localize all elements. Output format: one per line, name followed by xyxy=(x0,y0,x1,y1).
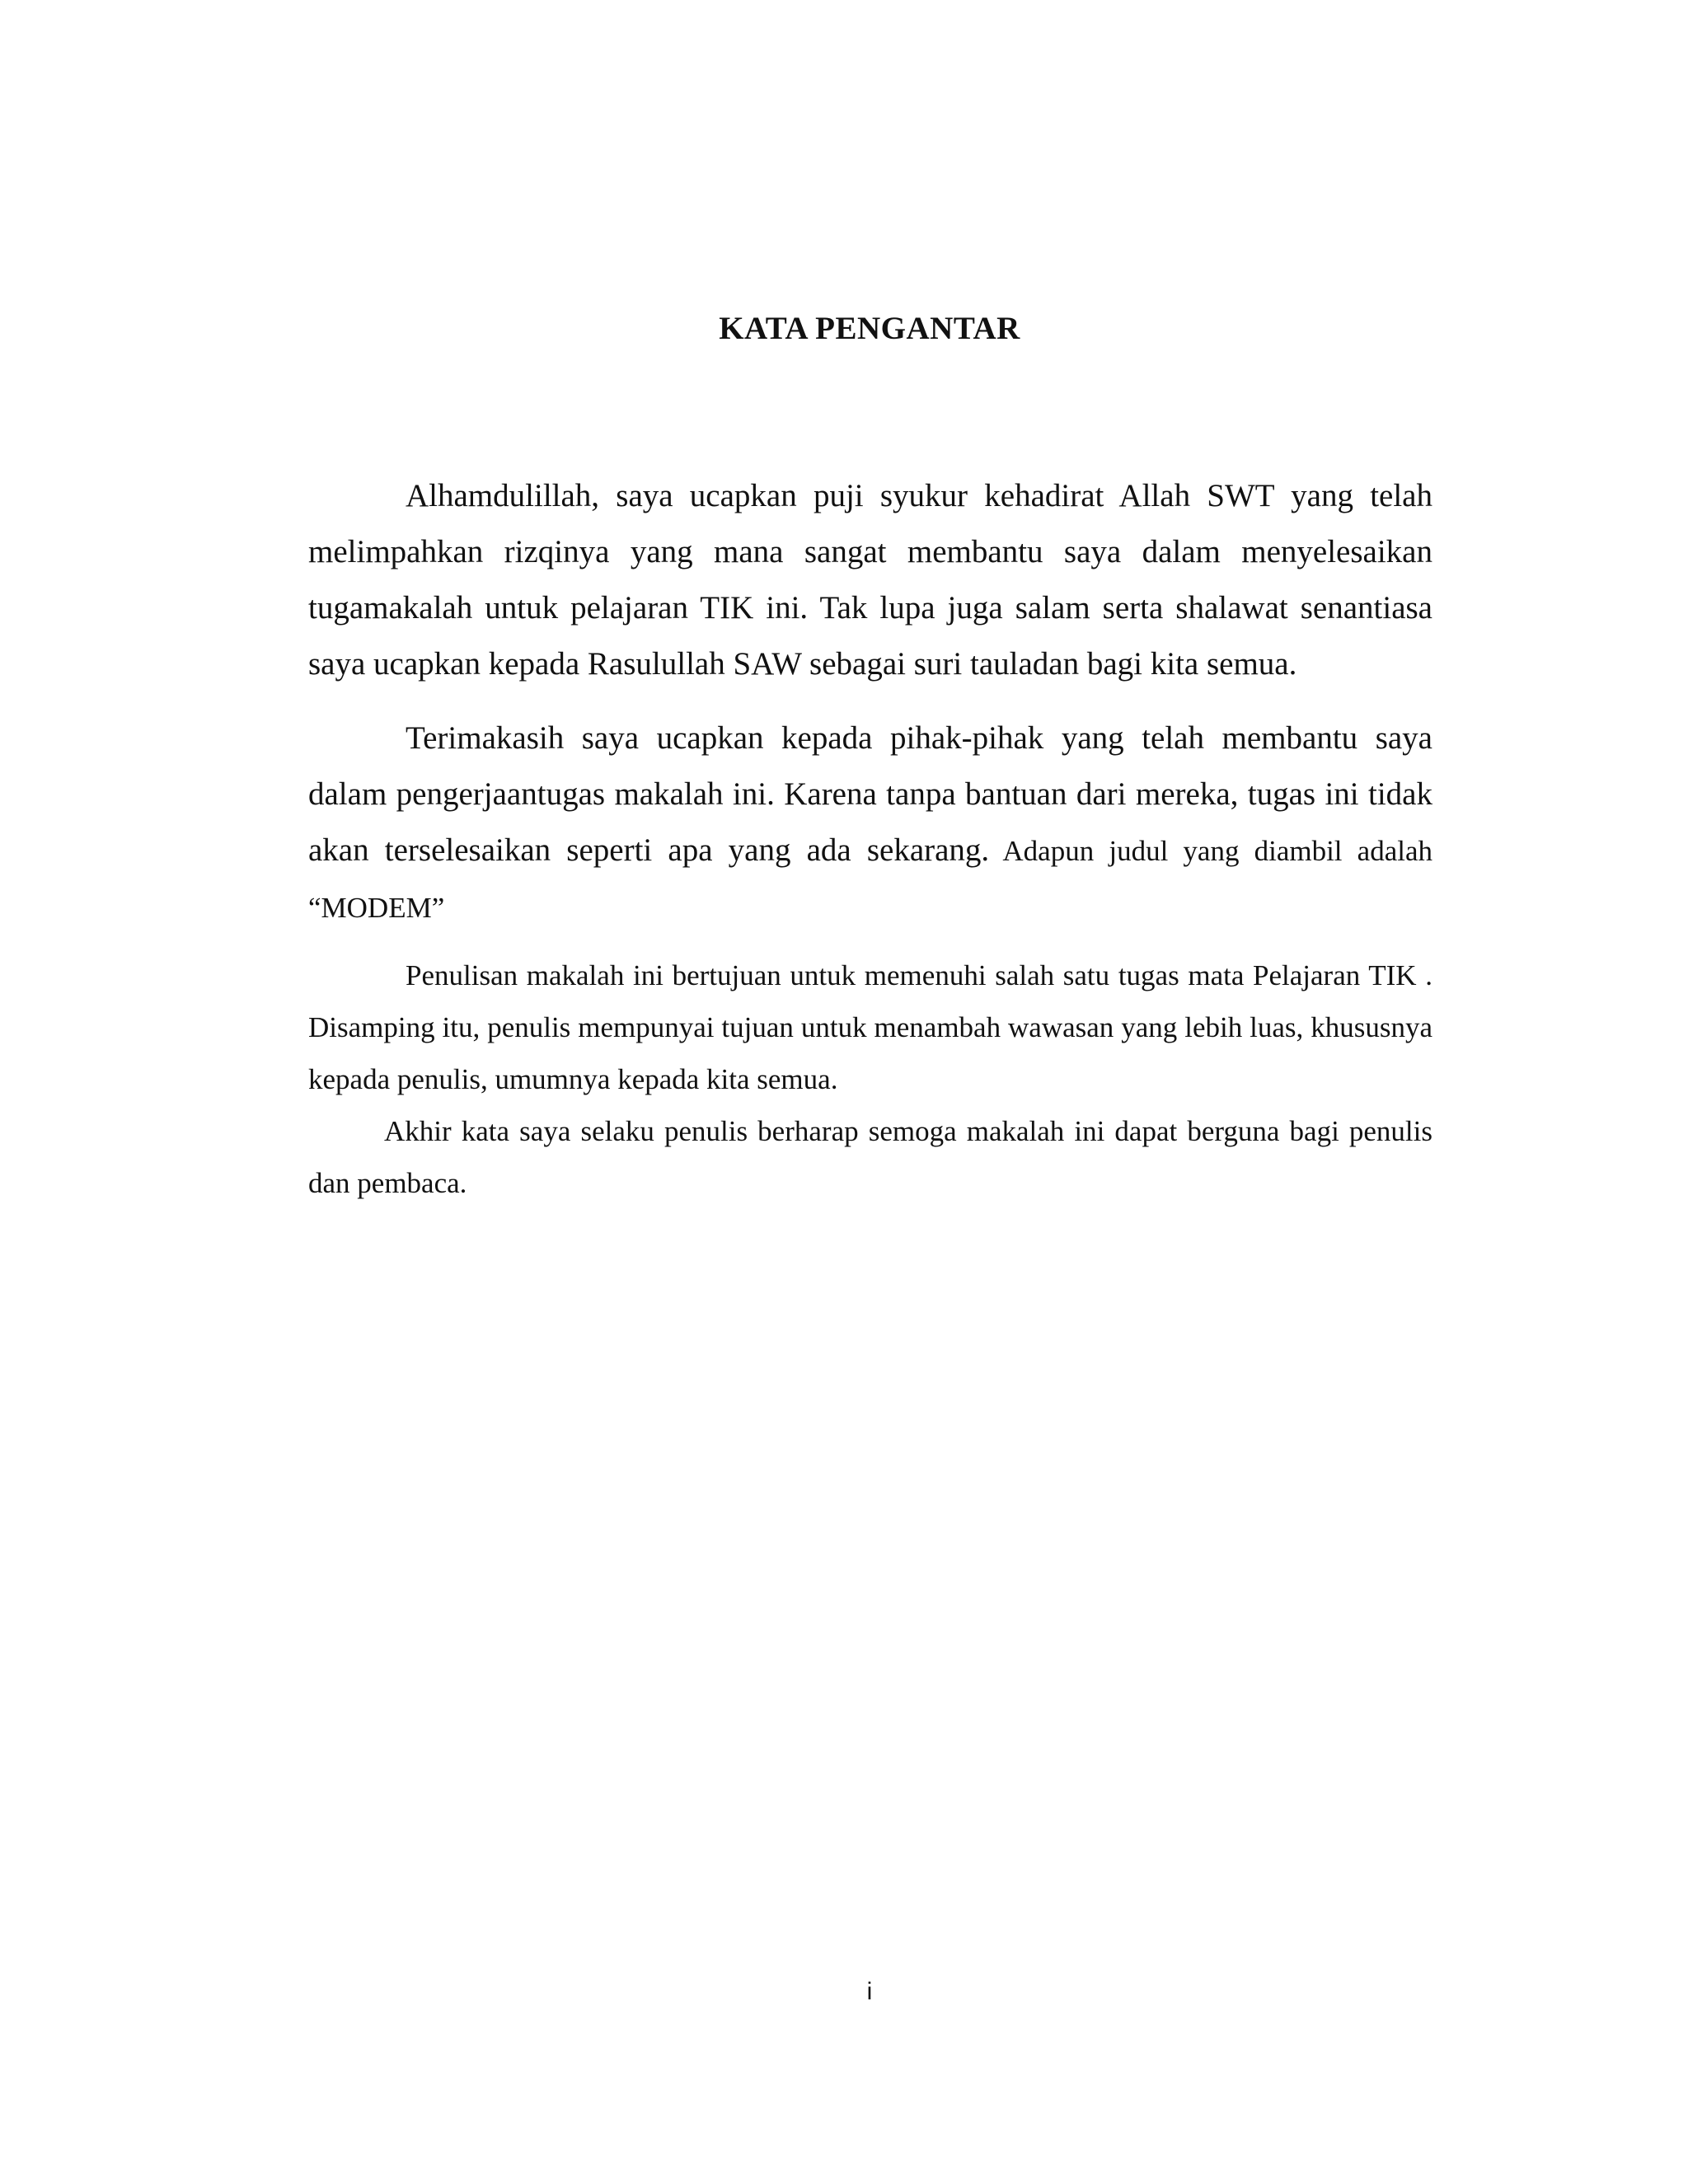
paragraph-thanks-main: Terimakasih saya ucapkan kepada pihak-pihak yang telah membantu saya dalam pengerjaantugas makalah ini. Karena tanpa bantuan dari mereka, tugas ini tidak akan terselesaikan seperti apa yang ada sekarang. xyxy=(308,720,1432,868)
paragraph-thanks-title-note: Adapun judul yang diambil adalah “MODEM” xyxy=(308,835,1432,924)
paragraph-purpose: Penulisan makalah ini bertujuan untuk memenuhi salah satu tugas mata Pelajaran TIK . Disamping itu, penulis mempunyai tujuan untuk menambah wawasan yang lebih luas, khususnya kepada penulis, umumnya kepada kita semua. xyxy=(308,959,1432,1095)
document-body xyxy=(308,468,1432,1209)
paragraph-thanks xyxy=(308,710,1432,936)
page-title: KATA PENGANTAR xyxy=(719,311,1020,346)
paragraph-opening: Alhamdulillah, saya ucapkan puji syukur kehadirat Allah SWT yang telah melimpahkan rizqinya yang mana sangat membantu saya dalam menyelesaikan tugamakalah untuk pelajaran TIK ini. Tak lupa juga salam serta shalawat senantiasa saya ucapkan kepada Rasulullah SAW sebagai suri tauladan bagi kita semua. xyxy=(308,478,1432,682)
paragraph-closing: Akhir kata saya selaku penulis berharap semoga makalah ini dapat berguna bagi penulis dan pembaca. xyxy=(308,1115,1432,1199)
page-number: i xyxy=(866,1978,873,2005)
